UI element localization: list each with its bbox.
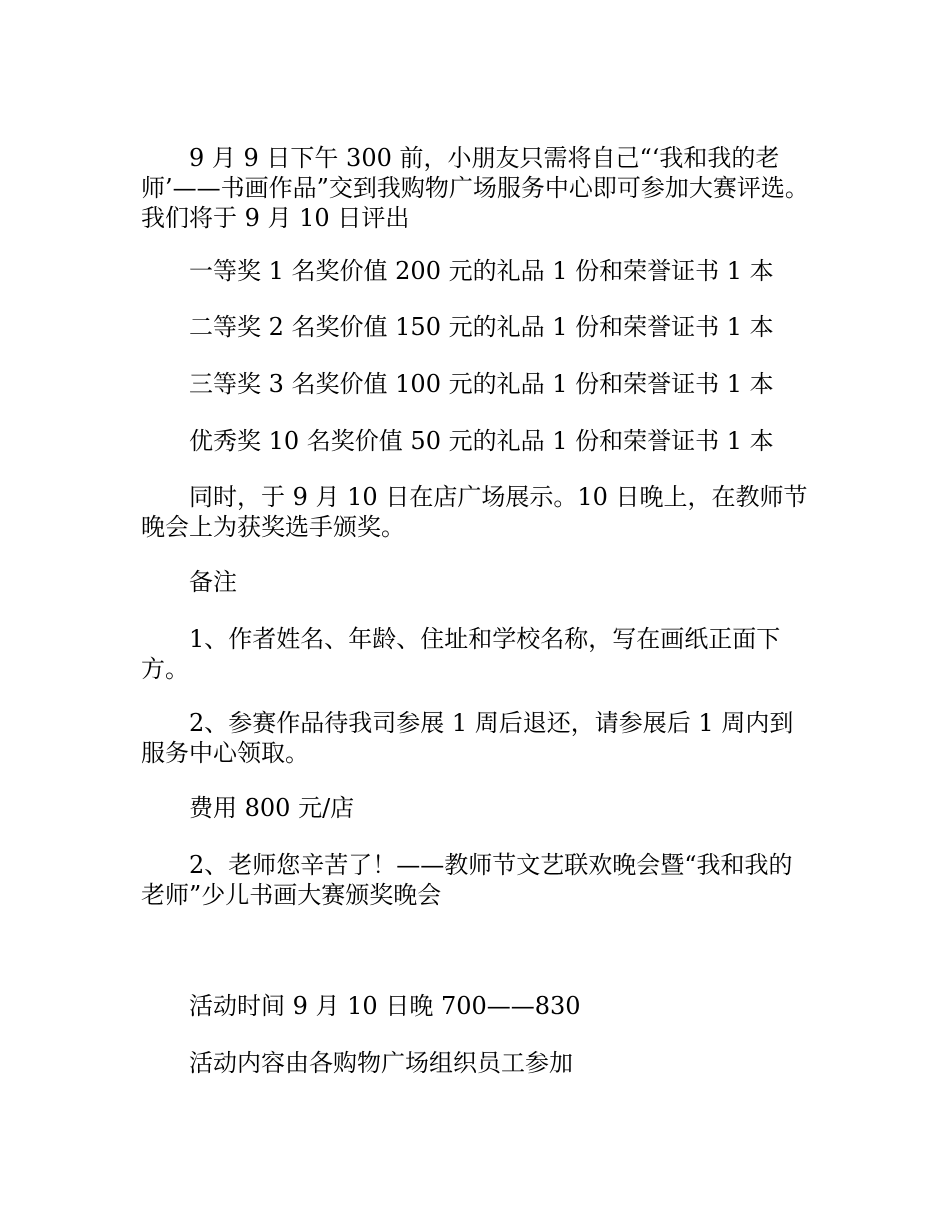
paragraph-note-2: 2、参赛作品待我司参展 1 周后退还，请参展后 1 周内到服务中心领取。 — [141, 709, 794, 767]
paragraph-event-time: 活动时间 9 月 10 日晚 700——830 — [189, 992, 581, 1020]
paragraph-cost: 费用 800 元/店 — [189, 794, 355, 822]
paragraph-third-prize: 三等奖 3 名奖价值 100 元的礼品 1 份和荣誉证书 1 本 — [189, 370, 774, 398]
paragraph-event-title: 2、老师您辛苦了！——教师节文艺联欢晚会暨“我和我的老师”少儿书画大赛颁奖晚会 — [141, 851, 793, 909]
paragraph-excellence-prize: 优秀奖 10 名奖价值 50 元的礼品 1 份和荣誉证书 1 本 — [189, 427, 774, 455]
paragraph-second-prize: 二等奖 2 名奖价值 150 元的礼品 1 份和荣誉证书 1 本 — [189, 313, 774, 341]
paragraph-event-content: 活动内容由各购物广场组织员工参加 — [189, 1049, 573, 1077]
paragraph-submission: 9 月 9 日下午 300 前，小朋友只需将自己“‘我和我的老师’——书画作品”交到我购物广场服务中心即可参加大赛评选。我们将于 9 月 10 日评出 — [141, 144, 809, 232]
paragraph-notes-heading: 备注 — [189, 568, 237, 596]
paragraph-first-prize: 一等奖 1 名奖价值 200 元的礼品 1 份和荣誉证书 1 本 — [189, 257, 774, 285]
paragraph-exhibition: 同时，于 9 月 10 日在店广场展示。10 日晚上，在教师节晚会上为获奖选手颁奖。 — [141, 483, 808, 541]
paragraph-note-1: 1、作者姓名、年龄、住址和学校名称，写在画纸正面下方。 — [141, 625, 781, 683]
